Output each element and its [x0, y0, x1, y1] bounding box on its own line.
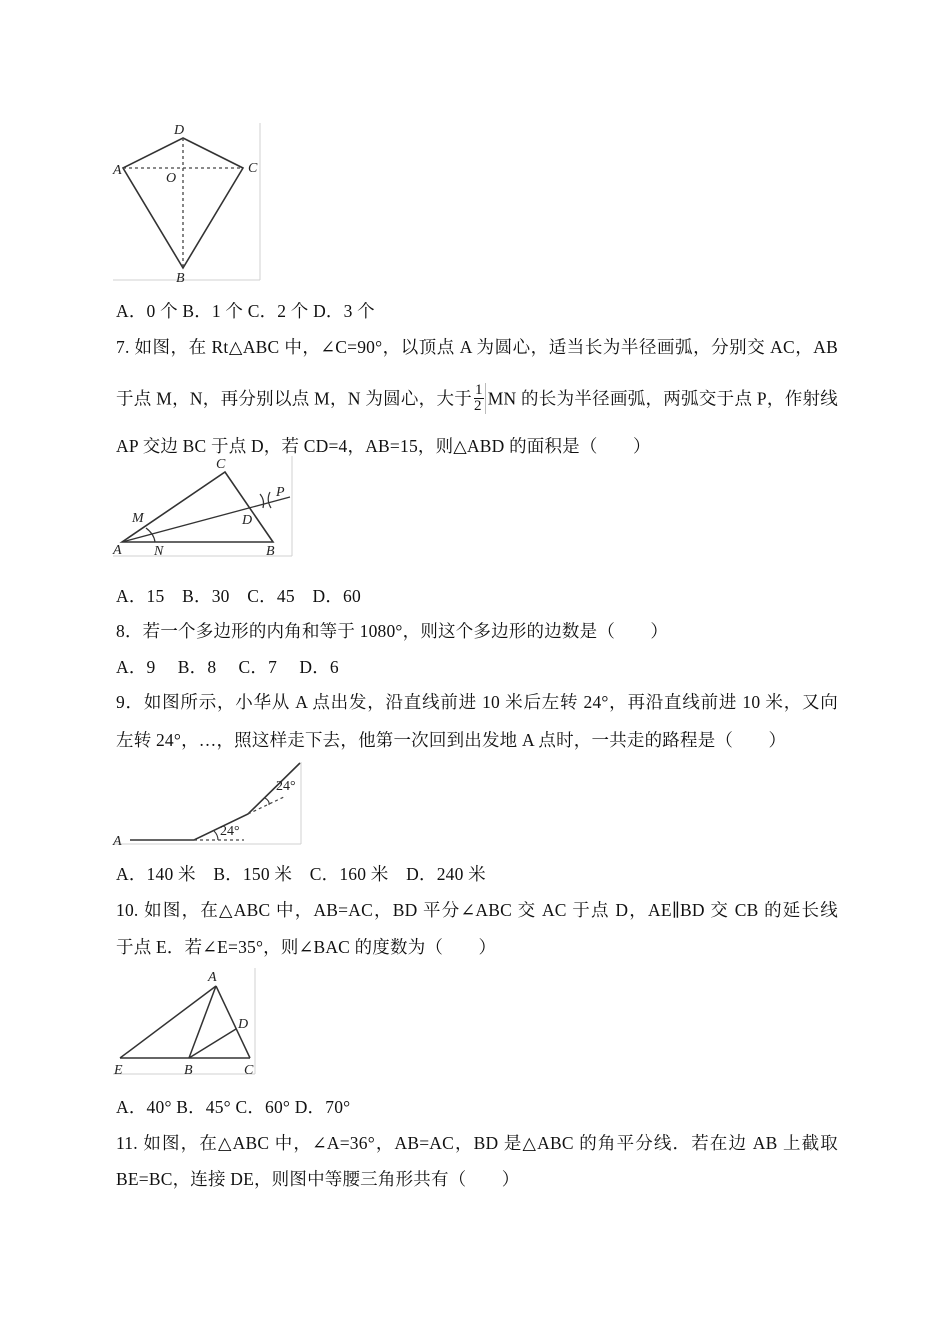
- q7-options: A．15 B．30 C．45 D．60: [116, 586, 361, 606]
- q10-line2: 于点 E．若∠E=35°，则∠BAC 的度数为（ ）: [116, 937, 497, 957]
- q9-options: A．140 米 B．150 米 C．160 米 D．240 米: [116, 864, 486, 884]
- q6-label-c: C: [248, 161, 258, 176]
- q10-options: A．40° B．45° C．60° D．70°: [116, 1097, 351, 1117]
- q7-label-d: D: [242, 513, 253, 528]
- q7-label-m: M: [132, 511, 144, 526]
- q10-label-b: B: [184, 1063, 193, 1078]
- q7-line2-before: 于点 M，N，再分别以点 M，N 为圆心，大于: [116, 388, 473, 409]
- q9-label-angle1: 24°: [220, 824, 240, 839]
- q8-options: A．9 B．8 C．7 D．6: [116, 657, 339, 677]
- q7-line2-after: MN 的长为半径画弧，两弧交于点 P，作射线: [487, 388, 838, 409]
- q6-kite-figure: [110, 120, 265, 285]
- q7-line2: [116, 382, 838, 416]
- q6-label-d: D: [174, 123, 185, 138]
- q7-triangle-figure: [110, 452, 300, 564]
- q7-line1: 7. 如图，在 Rt△ABC 中，∠C=90°，以顶点 A 为圆心，适当长为半径画弧，分别交 AC，AB: [116, 337, 838, 357]
- q6-label-a: A: [113, 163, 122, 178]
- q7-label-n: N: [154, 544, 164, 559]
- q9-label-angle2: 24°: [276, 779, 296, 794]
- q7-fraction: [474, 383, 486, 414]
- q7-frac-den: 2: [474, 398, 482, 414]
- q7-label-p: P: [276, 485, 285, 500]
- q10-label-a: A: [208, 970, 217, 985]
- q10-triangle-figure: [110, 966, 260, 1078]
- q6-label-o: O: [166, 171, 177, 186]
- q6-label-b: B: [176, 271, 185, 286]
- q10-label-d: D: [238, 1017, 249, 1032]
- q7-label-b: B: [266, 544, 275, 559]
- q7-frac-num: 1: [475, 382, 483, 398]
- q10-label-c: C: [244, 1063, 254, 1078]
- q11-line2: BE=BC，连接 DE，则图中等腰三角形共有（ ）: [116, 1169, 520, 1189]
- q7-label-a: A: [113, 543, 122, 558]
- q10-label-e: E: [114, 1063, 123, 1078]
- q8-line1: 8．若一个多边形的内角和等于 1080°，则这个多边形的边数是（ ）: [116, 621, 669, 641]
- q7-line3: AP 交边 BC 于点 D，若 CD=4，AB=15，则△ABD 的面积是（ ）: [116, 436, 651, 456]
- q9-path-figure: [110, 760, 305, 848]
- q9-line1: 9．如图所示，小华从 A 点出发，沿直线前进 10 米后左转 24°，再沿直线前进 10 米，又向: [116, 692, 838, 712]
- q11-line1: 11. 如图，在△ABC 中，∠A=36°，AB=AC，BD 是△ABC 的角平分线．若在边 AB 上截取: [116, 1133, 838, 1153]
- q9-line2: 左转 24°，…，照这样走下去，他第一次回到出发地 A 点时，一共走的路程是（ ）: [116, 730, 787, 750]
- q9-label-a: A: [113, 834, 122, 849]
- q10-line1: 10. 如图，在△ABC 中，AB=AC，BD 平分∠ABC 交 AC 于点 D，AE∥BD 交 CB 的延长线: [116, 900, 838, 920]
- q7-label-c: C: [216, 457, 226, 472]
- q6-options: A．0 个 B．1 个 C．2 个 D．3 个: [116, 301, 375, 321]
